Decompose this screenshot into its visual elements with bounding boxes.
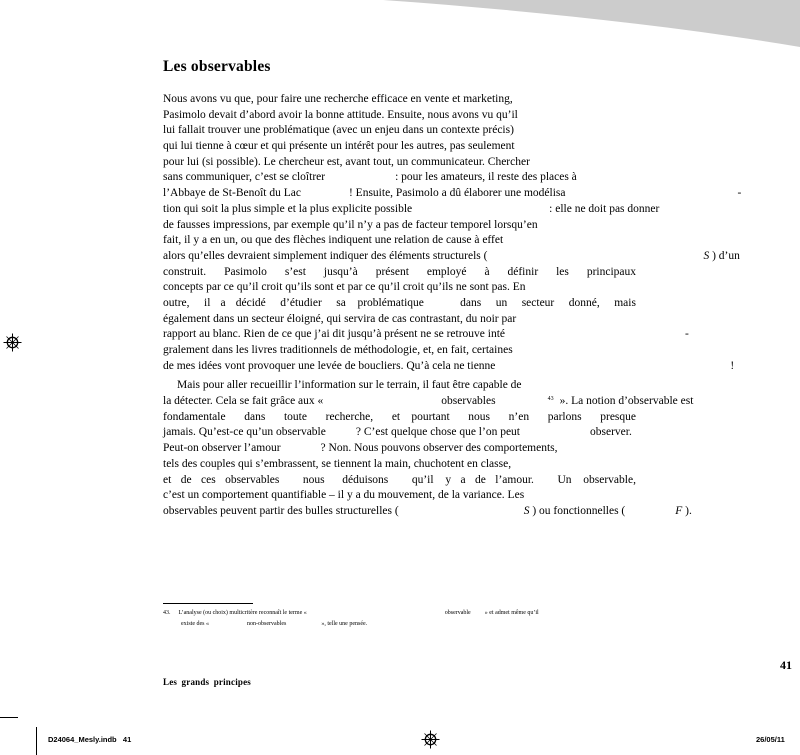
text-segment: S [523, 504, 530, 517]
text-line [163, 473, 636, 489]
text-segment: Nous avons vu que, pour faire une recherche efficace en vente et marketing, [163, 93, 513, 105]
text-segment: donné, [568, 296, 600, 309]
registration-mark-icon [421, 730, 440, 749]
text-segment: jamais. Qu’est-ce qu’un observable [163, 426, 326, 439]
text-segment: S [703, 249, 710, 262]
text-segment: à [484, 265, 490, 278]
text-segment: observer. [590, 426, 632, 439]
text-segment: non-observables [247, 621, 287, 627]
slug-filename: D24064_Mesly.indb 41 [48, 735, 132, 744]
text-line [163, 378, 636, 394]
text-segment: déduisons [342, 473, 389, 486]
text-segment: ! [730, 359, 735, 372]
footnote-lines [163, 608, 636, 630]
text-line [163, 202, 660, 218]
text-line [163, 280, 636, 296]
text-segment: l’amour. [495, 473, 534, 486]
text-segment: dans [460, 296, 482, 309]
text-segment: secteur [521, 296, 555, 309]
text-segment: ». La notion d’observable est [559, 395, 694, 408]
text-segment: parlons [547, 410, 582, 423]
text-line [163, 170, 636, 186]
text-segment: recherche, [325, 410, 374, 423]
text-segment: et [391, 410, 401, 423]
text-segment: également dans un secteur éloigné, qui servira de cas contrastant, du noir par [163, 312, 517, 325]
text-segment: outre, [163, 296, 190, 309]
text-segment: s’est [284, 265, 306, 278]
text-segment: Pasimolo [224, 265, 267, 278]
text-segment: ! Ensuite, Pasimolo a dû élaborer une modélisa [348, 187, 566, 200]
text-segment: présent [375, 265, 409, 278]
text-line [163, 425, 636, 441]
text-segment: 43. [163, 610, 171, 616]
text-segment: observable [444, 610, 471, 616]
text-segment: sa [336, 296, 346, 309]
text-line [163, 139, 636, 155]
text-segment: principaux [586, 265, 637, 278]
text-segment: toute [283, 410, 307, 423]
text-segment: il [204, 296, 211, 309]
text-segment: observable, [583, 473, 636, 486]
text-line [163, 249, 740, 265]
text-segment: nous [468, 410, 491, 423]
text-segment: alors qu’elles devraient simplement indiquer des éléments structurels ( [163, 249, 488, 262]
text-segment: a [460, 473, 466, 486]
text-segment: et [163, 473, 172, 486]
text-segment: a [220, 296, 226, 309]
text-segment: sans communiquer, c’est se cloîtrer [163, 171, 326, 184]
text-segment: - [737, 187, 742, 200]
text-segment: observables [225, 473, 280, 486]
text-segment: tion qui soit la plus simple et la plus explicite possible [163, 202, 413, 215]
text-segment: presque [600, 410, 636, 423]
text-segment: n’en [508, 410, 530, 423]
text-segment: concepts par ce qu’il croit qu’ils sont et par ce qu’il croit qu’ils ne sont pas. En [163, 281, 526, 294]
text-segment: ces [200, 473, 216, 486]
text-segment: ? C’est quelque chose que l’on peut [355, 426, 521, 439]
text-segment: - [685, 328, 689, 341]
text-segment: observables [441, 395, 496, 408]
text-segment: l’Abbaye de St-Benoît du Lac [163, 187, 301, 200]
text-segment: ) ou fonctionnelles ( [529, 504, 626, 517]
text-segment: tels des couples qui s’embrassent, se tiennent la main, chuchotent en classe, [163, 457, 512, 470]
text-line [163, 155, 636, 171]
text-segment: observables peuvent partir des bulles structurelles ( [163, 504, 399, 517]
text-segment: pourtant [411, 410, 450, 423]
text-segment: » et admet même qu’il [484, 610, 539, 616]
text-segment: de [474, 473, 486, 486]
text-segment: problématique [357, 296, 424, 309]
text-segment: c’est un comportement quantifiable – il y a du mouvement, de la variance. Les [163, 489, 525, 502]
text-line [163, 92, 636, 108]
running-footer: Les grands principes [163, 677, 252, 687]
text-segment: fait, il y a en un, ou que des flèches indiquent une relation de cause à effet [163, 234, 504, 247]
text-line: la détecter. Cela se fait grâce aux « observables 43 ». La notion d’observable est [163, 394, 636, 410]
text-line [163, 488, 636, 504]
slug-date: 26/05/11 [756, 735, 785, 744]
text-segment: jusqu’à [323, 265, 358, 278]
text-line [163, 619, 636, 630]
text-segment: pour lui (si possible). Le chercheur est, avant tout, un communicateur. Chercher [163, 155, 530, 168]
text-segment: nous [302, 473, 325, 486]
crop-mark-horizontal [0, 717, 18, 718]
text-segment: construit. [163, 265, 207, 278]
text-segment: Pasimolo devait d’abord avoir la bonne attitude. Ensuite, nous avons vu qu’il [163, 108, 518, 121]
text-line [163, 410, 636, 426]
paragraph [163, 92, 742, 374]
text-segment: fondamentale [163, 410, 226, 423]
text-line [163, 265, 636, 281]
crop-mark-vertical [36, 727, 37, 755]
text-line [163, 504, 692, 520]
text-segment: de [180, 473, 192, 486]
text-segment: qui lui tienne à cœur et qui présente un intérêt pour les autres, pas seulement [163, 140, 515, 153]
page-number: 41 [780, 658, 792, 672]
text-line [163, 233, 636, 249]
text-segment: décidé [235, 296, 266, 309]
page-corner-swoosh [375, 0, 800, 48]
text-segment: un [495, 296, 508, 309]
text-line [163, 218, 636, 234]
text-line [163, 123, 636, 139]
text-segment: L’analyse (ou choix) multicritère reconnaît le terme « [178, 610, 307, 616]
paragraph [163, 378, 694, 519]
text-segment: Un [557, 473, 572, 486]
text-segment: définir [507, 265, 539, 278]
text-segment: rapport au blanc. Rien de ce que j’ai dit jusqu’à présent ne se retrouve inté [163, 328, 505, 341]
text-segment: employé [426, 265, 467, 278]
text-segment: ). [682, 504, 692, 517]
text-line [163, 343, 636, 359]
text-segment: y [445, 473, 452, 486]
text-line [163, 608, 636, 619]
text-line [163, 359, 735, 375]
text-segment: : elle ne doit pas donner [549, 202, 660, 215]
body-text [163, 92, 742, 520]
text-segment: Peut-on observer l’amour [163, 442, 281, 455]
text-segment: les [556, 265, 569, 278]
text-line [163, 296, 636, 312]
text-segment: de fausses impressions, par exemple qu’il n’y a pas de facteur temporel lorsqu’en [163, 218, 538, 231]
text-segment: Mais pour aller recueillir l’information sur le terrain, il faut être capable de [177, 379, 522, 392]
text-segment: existe des « [181, 621, 209, 627]
footnote-rule [163, 603, 253, 604]
text-line [163, 312, 636, 328]
swoosh-shape [383, 0, 800, 47]
text-segment: d’étudier [280, 296, 322, 309]
text-segment: gralement dans les livres traditionnels de méthodologie, et, en fait, certaines [163, 344, 513, 356]
text-line [163, 457, 636, 473]
text-segment: ) d’un [709, 249, 740, 262]
text-segment: : pour les amateurs, il reste des places à [395, 171, 577, 184]
text-line [163, 108, 636, 124]
text-segment: qu’il [411, 473, 434, 486]
text-segment: dans [244, 410, 266, 423]
text-segment: de mes idées vont provoquer une levée de boucliers. Qu’à cela ne tienne [163, 359, 496, 372]
text-segment: ? Non. Nous pouvons observer des comportements, [320, 442, 558, 455]
text-segment: mais [614, 296, 636, 309]
text-segment: lui fallait trouver une problématique (avec un enjeu dans un contexte précis) [163, 124, 514, 137]
text-line [163, 327, 689, 343]
text-segment: », telle une pensée. [321, 621, 368, 627]
text-segment: F [675, 504, 683, 517]
text-line [163, 186, 742, 202]
footnote-block [163, 603, 636, 630]
page-title: Les observables [163, 58, 271, 75]
registration-mark-icon [3, 333, 22, 352]
text-segment: la détecter. Cela se fait grâce aux « [163, 395, 324, 408]
text-line [163, 441, 636, 457]
